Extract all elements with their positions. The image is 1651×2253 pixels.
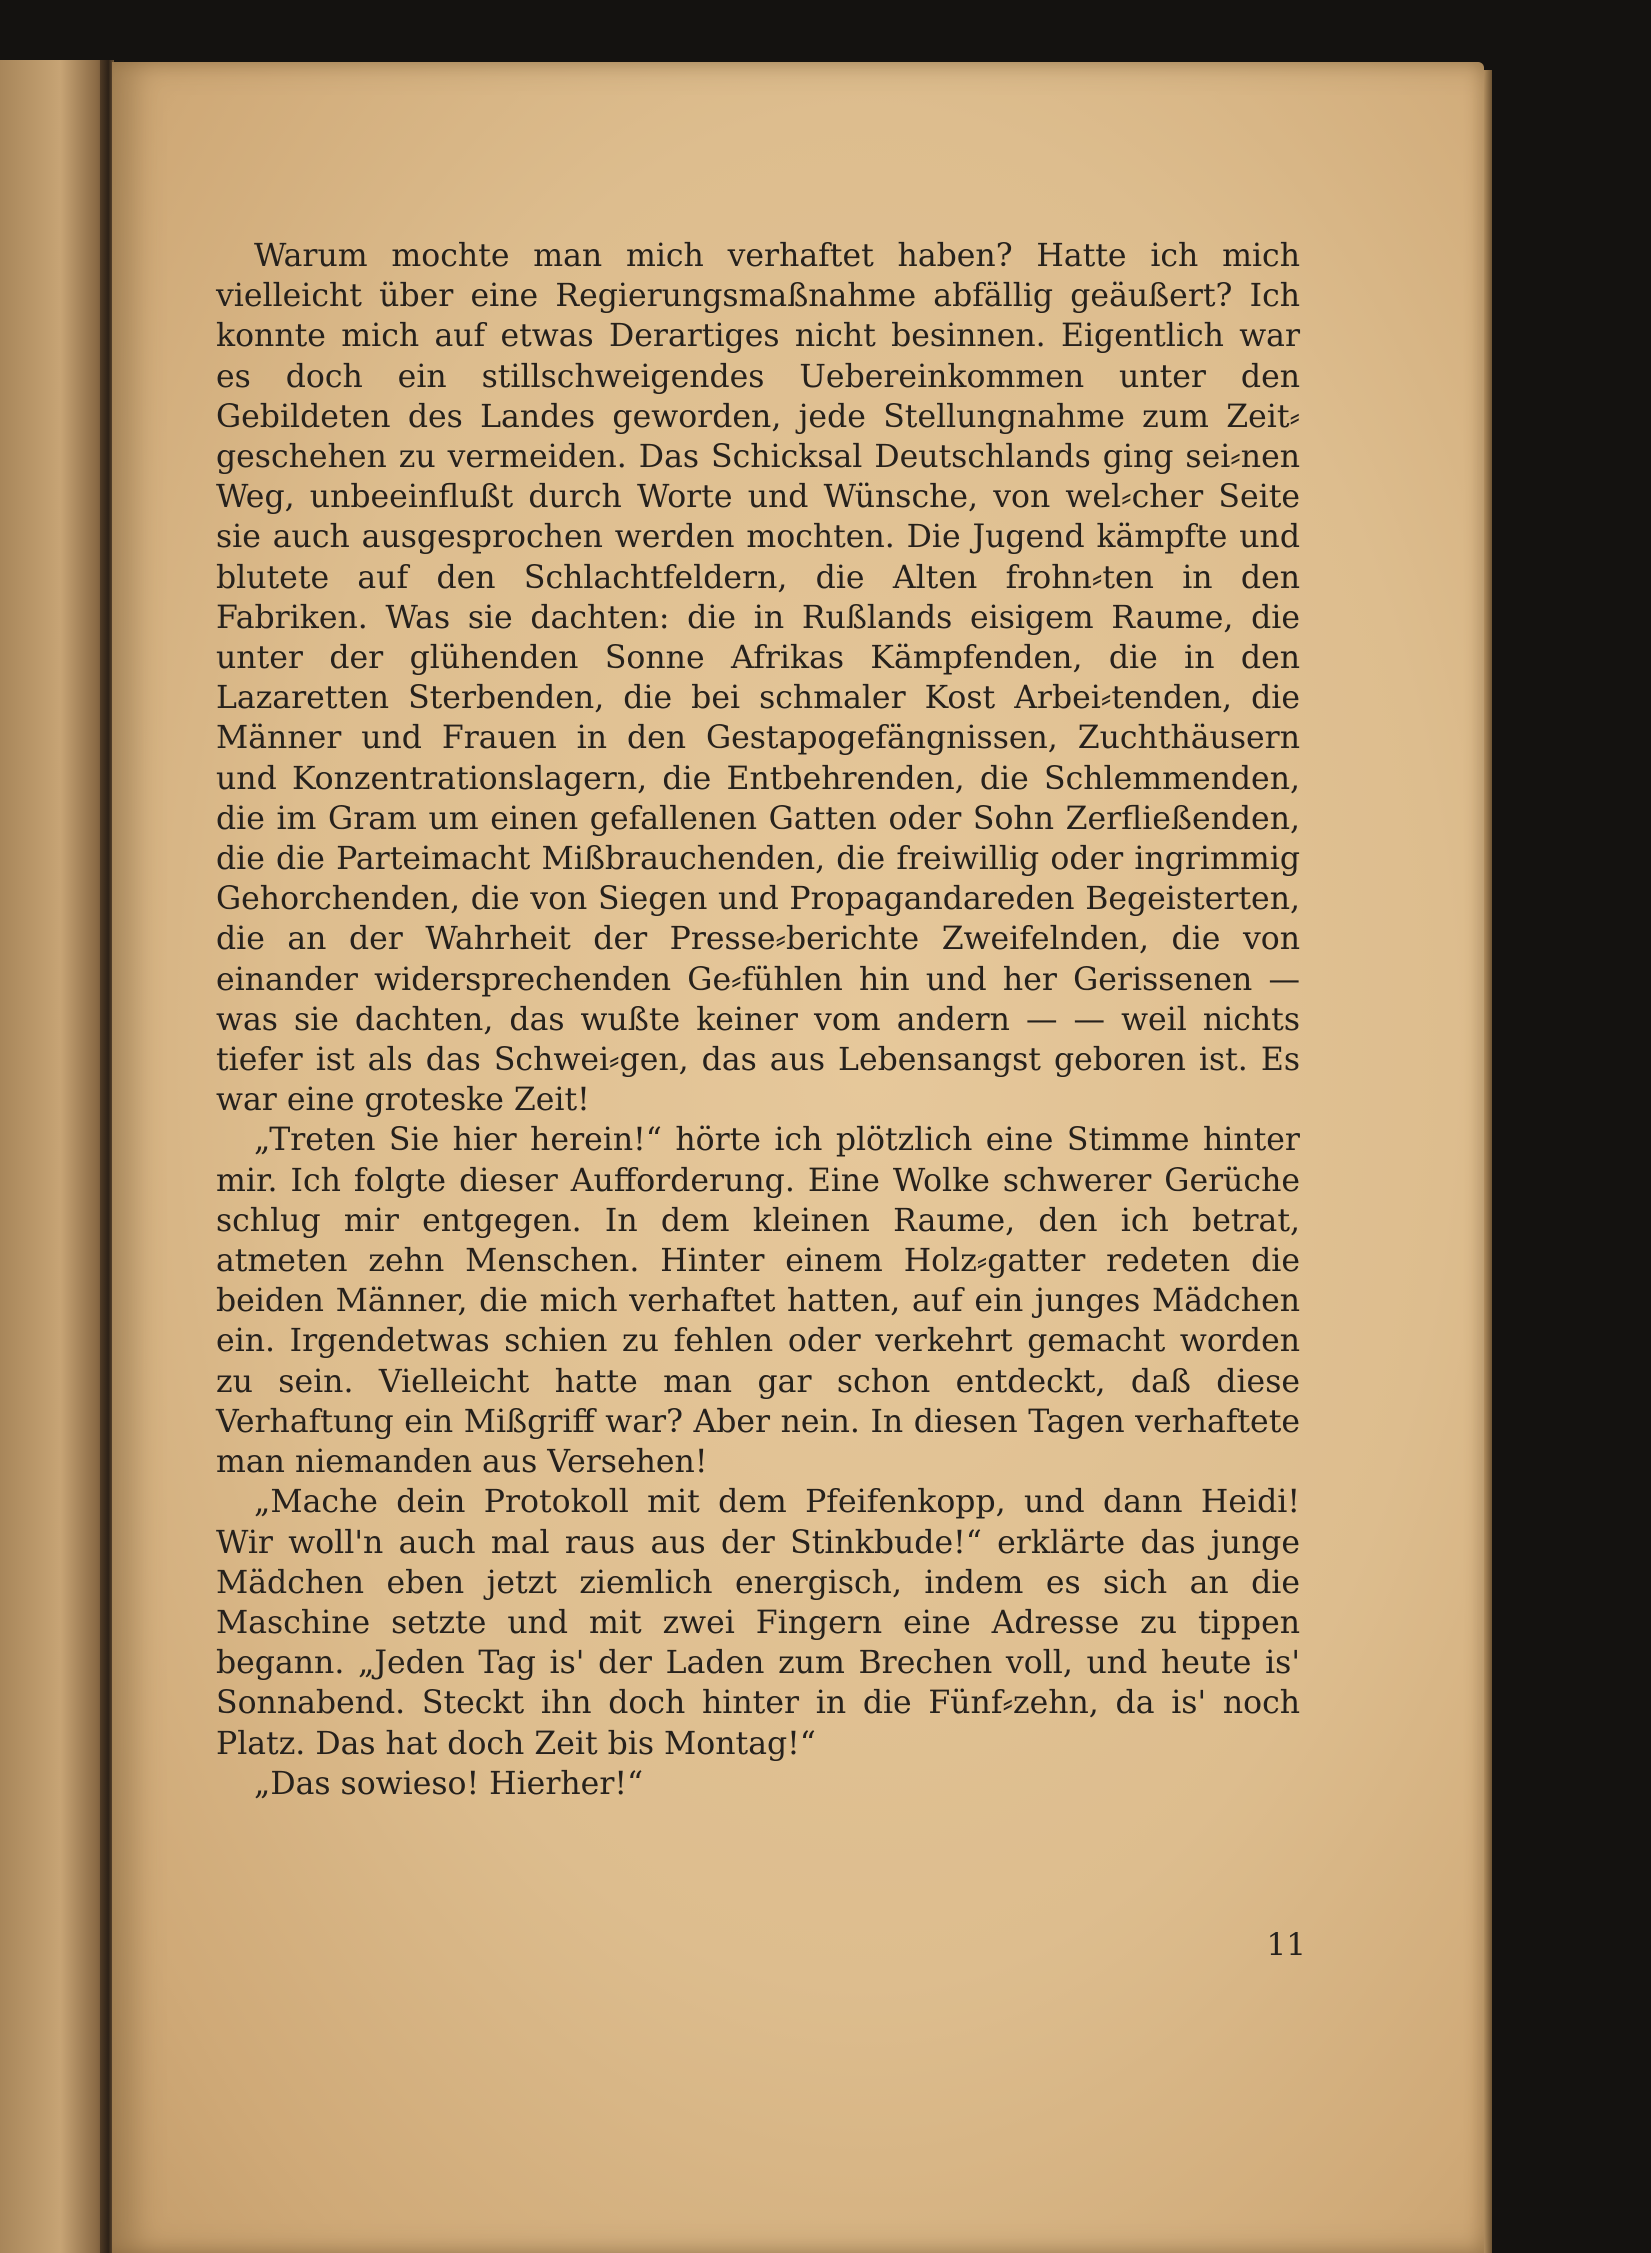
page-edge-shadow (1484, 70, 1492, 2253)
paragraph-3: „Mache dein Protokoll mit dem Pfeifenkopp, und dann Heidi! Wir woll'n auch mal raus aus der Stinkbude!“ erklärte das junge Mädchen eben jetzt ziemlich energisch, indem es sich an die Maschine setzte und mit zwei Fingern eine Adresse zu tippen begann. „Jeden Tag is' der Laden zum Brechen voll, und heute is' Sonnabend. Steckt ihn doch hinter in die Fünf⸗zehn, da is' noch Platz. Das hat doch Zeit bis Montag!“ (216, 1484, 1300, 1762)
paragraph-2: „Treten Sie hier herein!“ hörte ich plötzlich eine Stimme hinter mir. Ich folgte dieser Aufforderung. Eine Wolke schwerer Gerüche schlug mir entgegen. In dem kleinen Raume, den ich betrat, atmeten zehn Menschen. Hinter einem Holz⸗gatter redeten die beiden Männer, die mich verhaftet hatten, auf ein junges Mädchen ein. Irgendetwas schien zu fehlen oder verkehrt gemacht worden zu sein. Vielleicht hatte man gar schon entdeckt, daß diese Verhaftung ein Mißgriff war? Aber nein. In diesen Tagen verhaftete man niemanden aus Versehen! (216, 1122, 1300, 1481)
paragraph-1: Warum mochte man mich verhaftet haben? Hatte ich mich vielleicht über eine Regierungsmaßnahme abfällig geäußert? Ich konnte mich auf etwas Derartiges nicht besinnen. Eigentlich war es doch ein stillschweigendes Uebereinkommen unter den Gebildeten des Landes geworden, jede Stellungnahme zum Zeit⸗geschehen zu vermeiden. Das Schicksal Deutschlands ging sei⸗nen Weg, unbeeinflußt durch Worte und Wünsche, von wel⸗cher Seite sie auch ausgesprochen werden mochten. Die Jugend kämpfte und blutete auf den Schlachtfeldern, die Alten frohn⸗ten in den Fabriken. Was sie dachten: die in Rußlands eisigem Raume, die unter der glühenden Sonne Afrikas Kämpfenden, die in den Lazaretten Sterbenden, die bei schmaler Kost Arbei⸗tenden, die Männer und Frauen in den Gestapogefängnissen, Zuchthäusern und Konzentrationslagern, die Entbehrenden, die Schlemmenden, die im Gram um einen gefallenen Gatten oder Sohn Zerfließenden, die die Parteimacht Mißbrauchenden, die freiwillig oder ingrimmig Gehorchenden, die von Siegen und Propagandareden Begeisterten, die an der Wahrheit der Presse⸗berichte Zweifelnden, die von einander widersprechenden Ge⸗fühlen hin und her Gerissenen — was sie dachten, das wußte keiner vom andern — — weil nichts tiefer ist als das Schwei⸗gen, das aus Lebensangst geboren ist. Es war eine groteske Zeit! (216, 238, 1300, 1119)
page-body-text (216, 236, 1300, 1804)
page-number: 11 (1266, 1927, 1306, 1963)
left-page-edge (0, 60, 110, 2253)
paragraph-4: „Das sowieso! Hierher!“ (254, 1765, 644, 1802)
